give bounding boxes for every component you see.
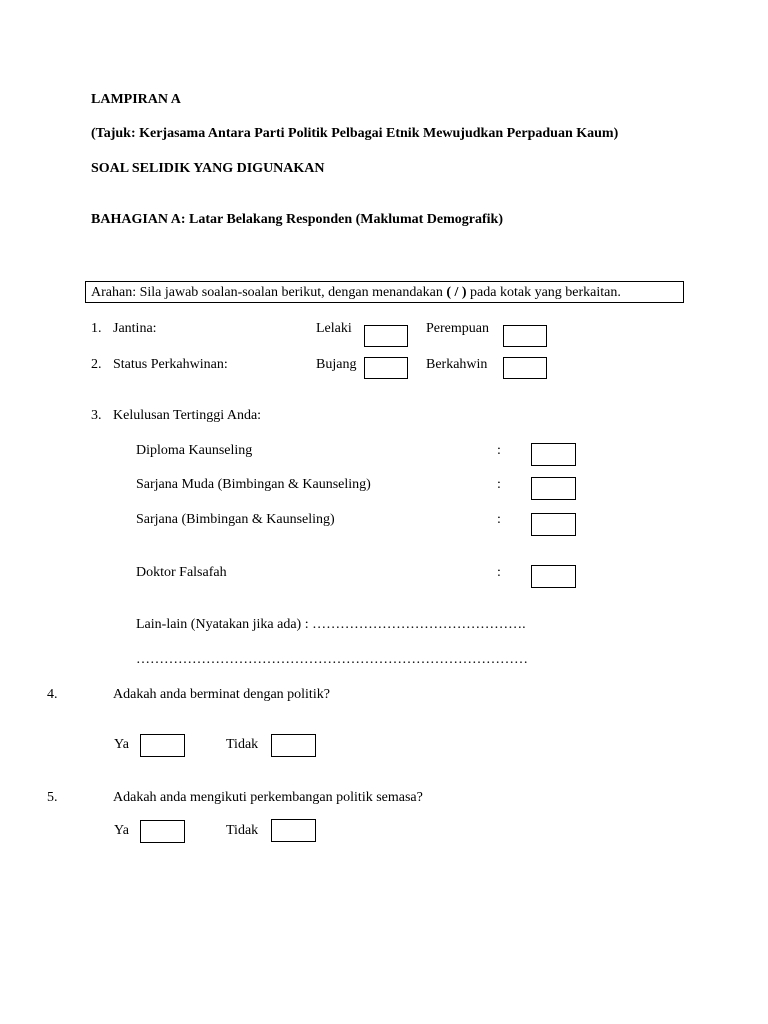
- q5-label: Adakah anda mengikuti perkembangan politik semasa?: [113, 790, 423, 805]
- q3-diploma-checkbox[interactable]: [531, 443, 576, 466]
- q3-item-diploma: Diploma Kaunseling: [136, 443, 253, 458]
- q3-colon: :: [497, 512, 501, 527]
- q5-yes-checkbox[interactable]: [140, 820, 185, 843]
- q5-no-label: Tidak: [226, 823, 259, 838]
- q1-number: 1.: [91, 321, 102, 336]
- q2-option-single-label: Bujang: [316, 357, 357, 372]
- q1-male-checkbox[interactable]: [364, 325, 408, 347]
- q3-colon: :: [497, 477, 501, 492]
- q2-married-checkbox[interactable]: [503, 357, 547, 379]
- instruction-prefix: Arahan: Sila jawab soalan-soalan berikut, dengan menandakan: [91, 285, 447, 300]
- q1-option-male-label: Lelaki: [316, 321, 352, 336]
- q3-other-dots-line2[interactable]: …………………………………………………………………………: [136, 652, 528, 667]
- q4-no-label: Tidak: [226, 737, 259, 752]
- q4-number: 4.: [47, 687, 58, 702]
- q3-bachelor-checkbox[interactable]: [531, 477, 576, 500]
- q3-item-phd: Doktor Falsafah: [136, 565, 227, 580]
- q3-item-bachelor: Sarjana Muda (Bimbingan & Kaunseling): [136, 477, 371, 492]
- q2-option-married-label: Berkahwin: [426, 357, 488, 372]
- q3-phd-checkbox[interactable]: [531, 565, 576, 588]
- q3-label: Kelulusan Tertinggi Anda:: [113, 408, 262, 423]
- q4-label: Adakah anda berminat dengan politik?: [113, 687, 330, 702]
- appendix-title: LAMPIRAN A: [91, 92, 181, 107]
- q5-number: 5.: [47, 790, 58, 805]
- q3-other-text: Lain-lain (Nyatakan jika ada) :: [136, 617, 309, 632]
- q1-label: Jantina:: [113, 321, 157, 336]
- q2-label: Status Perkahwinan:: [113, 357, 228, 372]
- section-title: BAHAGIAN A: Latar Belakang Responden (Maklumat Demografik): [91, 212, 503, 227]
- q3-other-dots-line1[interactable]: ……………………………………….: [312, 617, 526, 632]
- q3-other-label: [136, 617, 526, 633]
- instruction-suffix: pada kotak yang berkaitan.: [466, 285, 621, 300]
- q5-no-checkbox[interactable]: [271, 819, 316, 842]
- q3-colon: :: [497, 565, 501, 580]
- q3-item-master: Sarjana (Bimbingan & Kaunseling): [136, 512, 335, 527]
- q4-yes-checkbox[interactable]: [140, 734, 185, 757]
- q4-yes-label: Ya: [114, 737, 129, 752]
- q4-no-checkbox[interactable]: [271, 734, 316, 757]
- q1-female-checkbox[interactable]: [503, 325, 547, 347]
- instruction-box: [85, 281, 684, 303]
- q5-yes-label: Ya: [114, 823, 129, 838]
- instruction-mark: ( / ): [446, 285, 467, 300]
- q3-master-checkbox[interactable]: [531, 513, 576, 536]
- q2-single-checkbox[interactable]: [364, 357, 408, 379]
- q3-number: 3.: [91, 408, 102, 423]
- q1-option-female-label: Perempuan: [426, 321, 489, 336]
- questionnaire-title: SOAL SELIDIK YANG DIGUNAKAN: [91, 161, 325, 176]
- q2-number: 2.: [91, 357, 102, 372]
- q3-colon: :: [497, 443, 501, 458]
- survey-topic: (Tajuk: Kerjasama Antara Parti Politik Pelbagai Etnik Mewujudkan Perpaduan Kaum): [91, 126, 619, 141]
